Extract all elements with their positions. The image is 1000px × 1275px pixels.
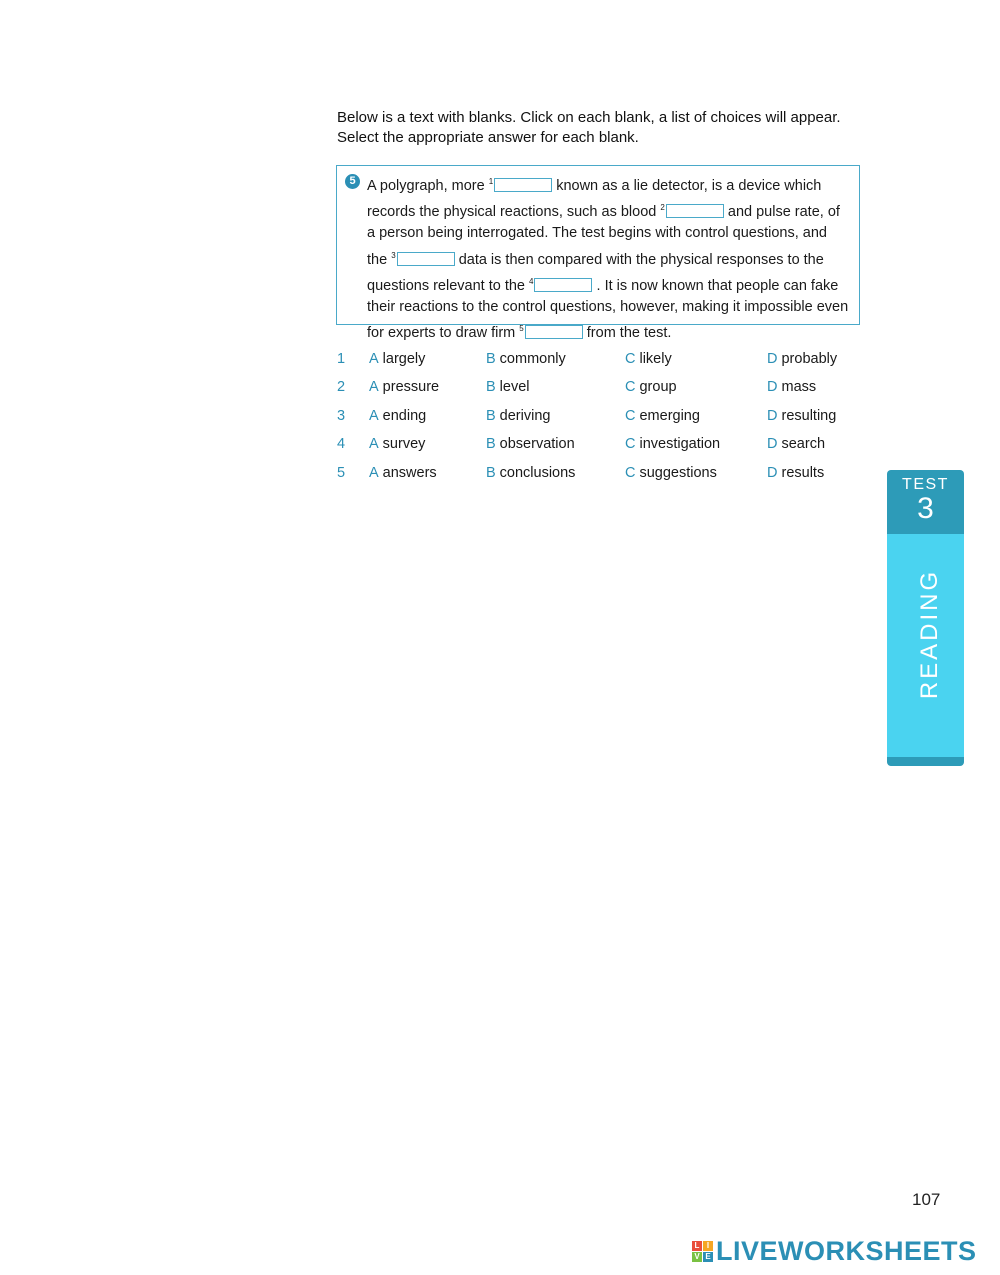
passage-box	[336, 165, 860, 342]
option-text: emerging	[639, 407, 700, 424]
blank-5-input[interactable]	[525, 325, 583, 339]
option-text: conclusions	[499, 464, 576, 481]
blank-number: 5	[519, 324, 524, 334]
option-4d[interactable]	[767, 433, 825, 455]
option-letter: C	[625, 464, 636, 481]
passage-segment: known as a lie detector, is a device which	[556, 178, 822, 194]
option-2d[interactable]	[767, 376, 816, 398]
option-2b[interactable]	[486, 376, 530, 398]
passage-line	[367, 197, 857, 223]
option-letter: A	[369, 351, 379, 367]
instructions	[337, 108, 867, 148]
option-letter: B	[486, 351, 496, 367]
tab-test-number: 3	[917, 492, 934, 525]
option-text: probably	[781, 351, 838, 367]
option-text: search	[781, 436, 826, 453]
passage-segment: . It is now known that people can fake	[596, 277, 839, 294]
option-1a[interactable]	[369, 348, 425, 370]
passage-segment: A polygraph, more	[367, 178, 485, 194]
option-text: deriving	[499, 407, 551, 424]
option-text: ending	[382, 407, 427, 424]
option-row-number: 4	[337, 436, 346, 453]
option-text: level	[499, 379, 530, 396]
option-4c[interactable]	[625, 433, 720, 455]
option-text: observation	[499, 436, 575, 453]
blank-1-input[interactable]	[494, 178, 552, 192]
option-2c[interactable]	[625, 376, 677, 398]
instructions-line-1: Below is a text with blanks. Click on each blank, a list of choices will appear.	[337, 109, 841, 126]
logo-tile: L	[692, 1241, 702, 1251]
logo-tile: E	[703, 1252, 713, 1262]
option-5d[interactable]	[767, 462, 824, 484]
option-letter: C	[625, 407, 636, 424]
option-letter: A	[369, 407, 379, 424]
section-tab-body	[887, 534, 964, 757]
passage-segment: a person being interrogated. The test begins with control questions, and	[367, 225, 827, 242]
option-text: survey	[382, 436, 426, 453]
option-row-3	[337, 405, 857, 433]
tab-test-label: TEST	[902, 476, 949, 493]
option-5b[interactable]	[486, 462, 575, 484]
passage-text	[367, 171, 857, 344]
section-tab-header	[887, 470, 964, 534]
option-letter: B	[486, 464, 496, 481]
blank-2-input[interactable]	[666, 204, 724, 218]
passage-line	[367, 318, 857, 344]
blank-number: 4	[529, 276, 534, 286]
passage-line	[367, 297, 857, 318]
option-letter: B	[486, 379, 496, 396]
option-text: answers	[382, 464, 437, 481]
liveworksheets-wordmark: LIVEWORKSHEETS	[716, 1235, 977, 1266]
option-3b[interactable]	[486, 405, 550, 427]
option-text: group	[639, 379, 677, 396]
option-row-2	[337, 376, 857, 404]
option-row-number: 5	[337, 464, 346, 481]
instructions-line-2: Select the appropriate answer for each blank.	[337, 129, 639, 146]
option-5c[interactable]	[625, 462, 717, 484]
option-text: largely	[382, 351, 426, 367]
logo-tile: V	[692, 1252, 702, 1262]
section-tab-footer	[887, 757, 964, 766]
page-number: 107	[912, 1190, 941, 1209]
passage-line	[367, 245, 857, 271]
option-letter: C	[625, 379, 636, 396]
option-letter: B	[486, 436, 496, 453]
passage-segment: questions relevant to the	[367, 277, 525, 294]
option-3a[interactable]	[369, 405, 426, 427]
option-3c[interactable]	[625, 405, 700, 427]
option-row-4	[337, 433, 857, 461]
answer-options	[337, 348, 857, 490]
option-4b[interactable]	[486, 433, 575, 455]
option-letter: B	[486, 407, 496, 424]
option-letter: D	[767, 407, 778, 424]
option-letter: D	[767, 464, 778, 481]
passage-segment: and pulse rate, of	[727, 204, 840, 221]
passage-segment: from the test.	[586, 325, 672, 342]
passage-segment: their reactions to the control questions, however, making it impossible even	[367, 299, 849, 316]
option-1d[interactable]	[767, 348, 837, 370]
liveworksheets-logo-icon	[692, 1241, 713, 1262]
option-row-number: 1	[337, 351, 346, 367]
blank-number: 2	[660, 203, 665, 213]
option-letter: D	[767, 436, 778, 453]
option-text: pressure	[382, 379, 440, 396]
passage-segment: records the physical reactions, such as blood	[367, 204, 657, 221]
option-text: suggestions	[639, 464, 717, 481]
option-letter: C	[625, 436, 636, 453]
passage-segment: data is then compared with the physical responses to the	[458, 251, 824, 268]
option-text: likely	[639, 351, 672, 367]
option-text: resulting	[781, 407, 837, 424]
option-4a[interactable]	[369, 433, 425, 455]
option-letter: A	[369, 436, 379, 453]
passage-line	[367, 171, 857, 197]
passage-line	[367, 223, 857, 244]
option-text: investigation	[639, 436, 721, 453]
logo-tile: I	[703, 1241, 713, 1251]
option-letter: A	[369, 464, 379, 481]
blank-3-input[interactable]	[397, 252, 455, 266]
option-text: mass	[781, 379, 817, 396]
option-letter: C	[625, 351, 636, 367]
option-row-number: 3	[337, 407, 346, 424]
option-row-5	[337, 462, 857, 490]
blank-number: 3	[391, 250, 396, 260]
section-label: READING	[916, 568, 943, 700]
blank-number: 1	[488, 177, 494, 186]
option-row-number: 2	[337, 379, 346, 396]
option-2a[interactable]	[369, 376, 439, 398]
option-5a[interactable]	[369, 462, 437, 484]
option-3d[interactable]	[767, 405, 836, 427]
option-text: results	[781, 464, 825, 481]
option-letter: D	[767, 351, 778, 367]
option-text: commonly	[499, 351, 566, 367]
passage-segment: the	[367, 251, 388, 268]
option-letter: D	[767, 379, 778, 396]
option-1c[interactable]	[625, 348, 672, 370]
exercise-number-badge: 5	[345, 174, 360, 189]
blank-4-input[interactable]	[534, 278, 592, 292]
option-row-1	[337, 348, 857, 376]
liveworksheets-logo	[692, 1236, 977, 1266]
passage-segment: for experts to draw firm	[367, 325, 516, 342]
option-1b[interactable]	[486, 348, 566, 370]
passage-line	[367, 271, 857, 297]
option-letter: A	[369, 379, 379, 396]
